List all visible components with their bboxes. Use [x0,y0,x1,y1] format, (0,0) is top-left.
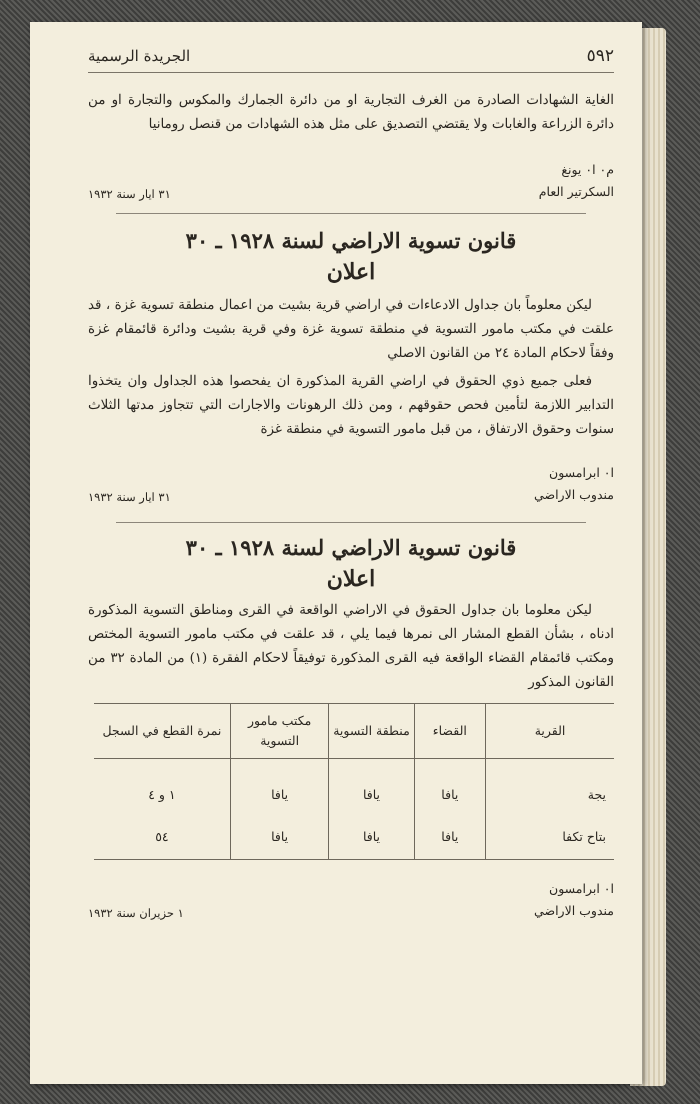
row1-settlement-area: يافا [329,775,414,813]
row2-district: يافا [414,813,486,860]
notice1-paragraph-2: فعلى جميع ذوي الحقوق في اراضي القرية المذكورة ان يفحصوا هذه الجداول وان يتخذوا التدابير اللازمة لتأمين فحص حقوقهم ، ومن ذلك الرهونات والاجارات التي تتجاوز مدتها الثلاث سنوات وحقوق الارتفاق ، من قبل مامور التسوية في منطقة غزة [88,374,614,437]
notice2-law-title: قانون تسوية الاراضي لسنة ١٩٢٨ ـ ٣٠ [185,535,517,560]
notice2-heading: اعلان [326,566,376,592]
intro-date: ٣١ ايار سنة ١٩٣٢ [88,187,171,201]
col-district-header: القضاء [414,704,486,759]
notice2-signature-row [88,876,614,922]
notice2-paragraph-1: ليكن معلوما بان جداول الحقوق في الاراضي الواقعة في القرى ومناطق التسوية المذكورة ادناه ، بشأن القطع المشار الى نمرها فيما يلي ، قد علقت في مكتب مامور التسوية المختص ومكتب قائمقام القضاء الواقعة فيه القرى المذكورة توفيقاً لاحكام الفقرة (١) من المادة ٣٢ من القانون المذكور [88,603,614,690]
col-settlement-office-header: مكتب مامور التسوية [230,704,329,759]
notice1-signatory-name: ا٠ ابرامسون [549,465,614,480]
gazette-page [30,22,642,1084]
notice1-law-title: قانون تسوية الاراضي لسنة ١٩٢٨ ـ ٣٠ [185,228,517,253]
notice2-date: ١ حزيران سنة ١٩٣٢ [88,906,184,920]
section-divider-2 [116,522,586,523]
table-header-row [94,704,614,759]
section-divider-1 [116,213,586,214]
col-settlement-area-header: منطقة التسوية [329,704,414,759]
notice1-paragraph-1: ليكن معلوماً بان جداول الادعاءات في اراضي قرية بشيت من اعمال منطقة تسوية غزة ، قد علقت في مكتب مامور التسوية في منطقة تسوية غزة وفي قرية بشيت ودائرة قائمقام غزة وفقاً لاحكام المادة ٢٤ من القانون الاصلي [88,298,614,361]
notice1-date: ٣١ ايار سنة ١٩٣٢ [88,490,171,504]
row2-settlement-office: يافا [230,813,329,860]
col-village-header: القرية [486,704,614,759]
intro-signature [539,159,614,203]
running-header [88,46,614,73]
notice2-signatory-name: ا٠ ابرامسون [549,881,614,896]
intro-paragraph: الغاية الشهادات الصادرة من الغرف التجارية او من دائرة الجمارك والمكوس والتجارة او من دائرة الزراعة والغابات ولا يقتضي التصديق على مثل هذه الشهادات من قنصل رومانيا [88,93,614,132]
intro-signatory-title: السكرتير العام [538,184,614,199]
row1-settlement-office: يافا [230,775,329,813]
intro-signature-row [88,155,614,203]
parcels-table [94,703,614,860]
row1-parcel-numbers: ١ و ٤ [148,786,176,802]
row1-village: يجة [486,775,614,813]
notice2-signature [534,878,614,922]
page-content [88,46,614,922]
notice2-signatory-title: مندوب الاراضي [534,903,614,918]
row2-village: بتاح تكفا [486,813,614,860]
table-row [94,775,614,813]
notice1-heading: اعلان [326,259,376,285]
row1-district: يافا [414,775,486,813]
notice1-signature-row [88,460,614,506]
journal-title: الجريدة الرسمية [88,47,191,65]
row2-parcel-numbers: ٥٤ [94,813,230,860]
col-parcel-numbers-header: نمرة القطع في السجل [102,723,222,738]
notice1-signatory-title: مندوب الاراضي [534,487,614,502]
table-row [94,759,614,776]
intro-signatory-name: م٠ ا٠ يونغ [561,162,614,177]
notice1-signature [534,462,614,506]
row2-settlement-area: يافا [329,813,414,860]
table-row [94,813,614,860]
page-number: ٥٩٢ [586,46,614,66]
